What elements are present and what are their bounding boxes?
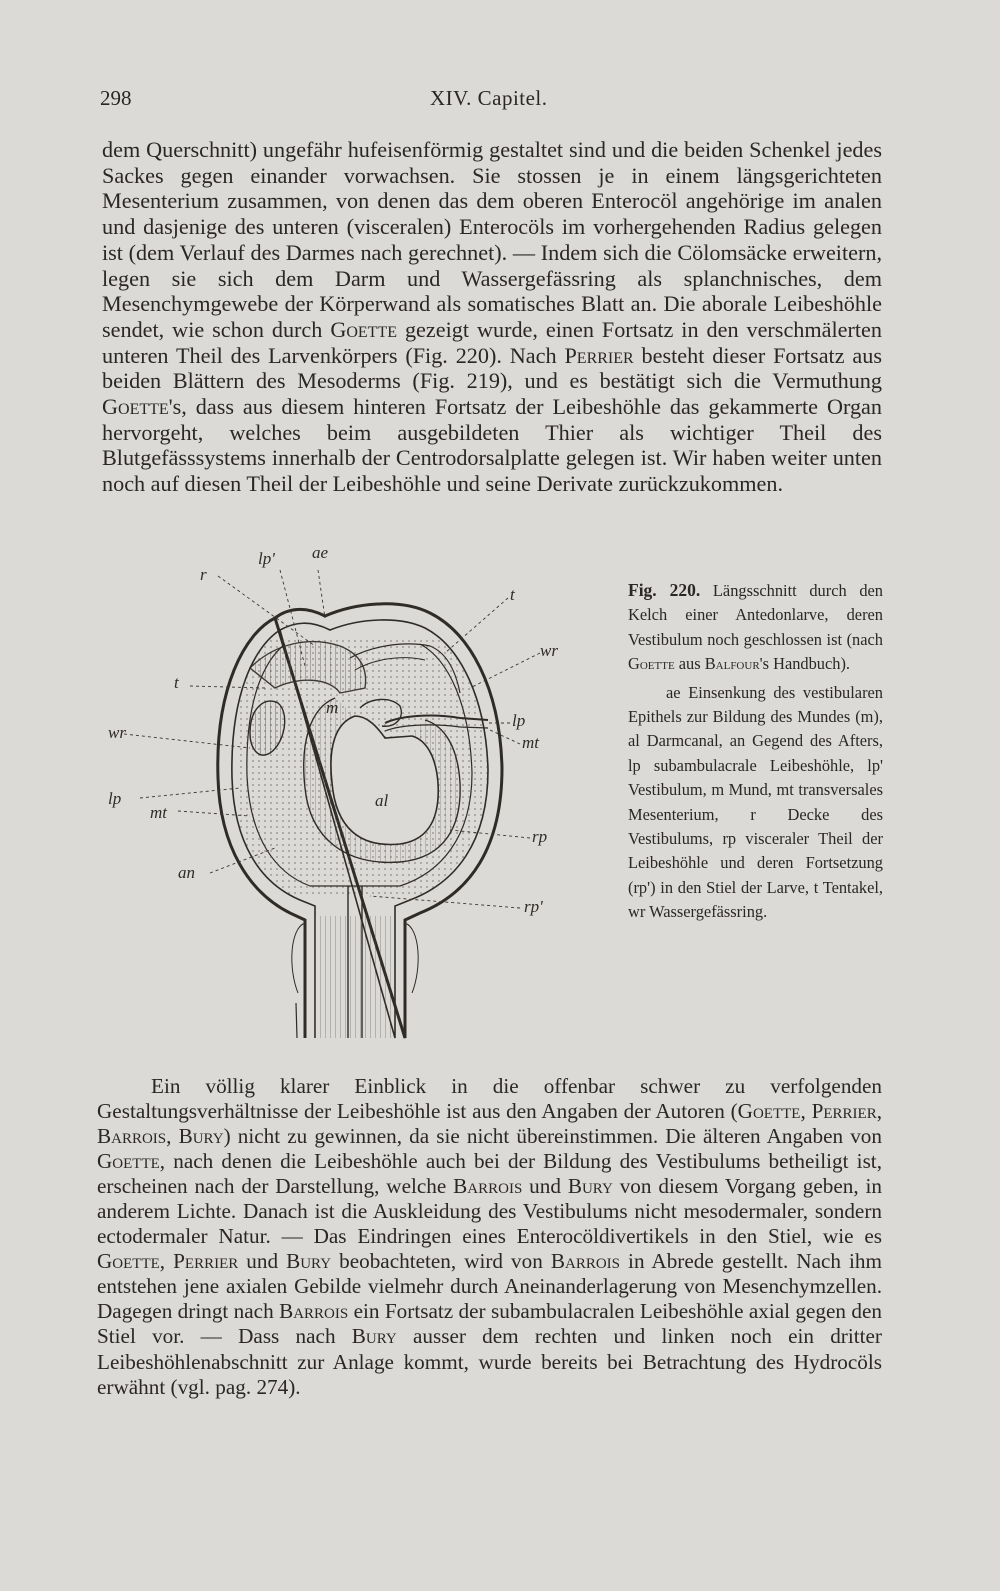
author-name: Perrier — [564, 342, 634, 368]
author-name: Bury — [178, 1124, 224, 1149]
author-name: Goette — [102, 394, 169, 420]
author-name: Barrois — [279, 1299, 349, 1324]
label-lp-prime: lp' — [258, 549, 275, 568]
text-run: , — [876, 1099, 882, 1124]
author-name: Goette — [97, 1149, 160, 1174]
text-run: beobachteten, wird von — [331, 1249, 551, 1274]
author-name: Balfour — [704, 654, 760, 674]
running-head: XIV. Capitel. — [430, 86, 548, 110]
author-name: Barrois — [550, 1249, 621, 1274]
author-name: Bury — [351, 1324, 397, 1349]
figure-legend: ae Einsenkung des vestibularen Epithels zur Bildung des Mundes (m), al Darmcanal, an Gegend des Afters, lp subambulacrale Leibeshöhle, lp' Vestibulum, m Mund, mt transversales Mesenterium, r Decke des Vestibulums, rp visceraler Theil der Leibeshöhle und deren Fortsetzung (rp') in den Stiel der Larve, t Tentakel, wr Wassergefässring. — [628, 682, 883, 922]
text-run: 's, dass aus diesem hinteren Fortsatz der Leibeshöhle das gekammerte Organ hervorgeht, welches beim ausgebildeten Thier als wichtiger Theil des Blutgefässsystems innerhalb der Centrodorsalplatte gelegen ist. Wir haben weiter unten noch auf diesen Theil der Leibeshöhle und seine Derivate zurückzukommen. — [102, 394, 882, 497]
label-wr-left: wr — [108, 723, 126, 742]
body-paragraph-1 — [102, 137, 882, 497]
figure-caption-block — [628, 578, 883, 925]
author-name: Barrois — [453, 1174, 523, 1199]
label-lp-right: lp — [512, 711, 526, 730]
author-name: Barrois — [97, 1124, 167, 1149]
text-run: , — [800, 1099, 812, 1124]
page-header — [100, 86, 880, 116]
text-run: , — [159, 1249, 174, 1274]
label-mt-right: mt — [522, 733, 539, 752]
author-name: Bury — [567, 1174, 613, 1199]
text-run: ein Fortsatz der subambulacralen Leibeshöhle axial gegen den Stiel vor. — Dass nach — [97, 1299, 882, 1349]
label-ae: ae — [312, 548, 329, 562]
label-al: al — [375, 791, 389, 810]
author-name: Goette — [628, 654, 675, 674]
text-run: Längsschnitt durch den Kelch einer Antedonlarve, deren Vestibulum noch geschlossen ist (nach — [628, 581, 883, 649]
label-t-left: t — [174, 673, 179, 692]
text-run: ausser dem rechten und linken noch ein dritter Leibeshöhlenabschnitt zur Anlage kommt, wurde bereits bei Betrachtung des Hydrocöls erwähnt (vgl. pag. 274). — [97, 1324, 882, 1399]
body-paragraph-2 — [97, 1074, 882, 1400]
label-rp: rp — [532, 827, 548, 846]
label-r: r — [200, 565, 207, 584]
label-mt-left: mt — [150, 803, 167, 822]
text-run: Ein völlig klarer Einblick in die offenbar schwer zu verfolgenden Gestaltungsverhältnisse der Leibeshöhle ist aus den Angaben der Autoren ( — [97, 1074, 882, 1124]
text-run: 's Handbuch). — [759, 654, 851, 674]
label-m: m — [326, 698, 339, 717]
author-name: Goette — [737, 1099, 801, 1124]
figure-220-illustration — [100, 548, 620, 1048]
text-run: aus — [674, 654, 705, 674]
larva-section-drawing — [100, 548, 620, 1048]
text-run: und — [522, 1174, 568, 1199]
text-run: dem Querschnitt) ungefähr hufeisenförmig gestaltet sind und die beiden Schenkel jedes Sackes gegen einander vorwachsen. Sie stossen je in einem längsgerichteten Mesenterium zusammen, von denen das dem oberen Enterocöl angehörige im analen und dasjenige des unteren (visceralen) Enterocöls im vorhergehenden Radius gelegen ist (dem Verlauf des Darmes nach gerechnet). — Indem sich die Cölomsäcke erweitern, legen sie sich dem Darm und Wassergefässring als splanchnisches, dem Mesenchymgewebe der Körperwand als somatisches Blatt an. Die aborale Leibeshöhle sendet, wie schon durch — [102, 137, 882, 342]
text-run: , — [166, 1124, 179, 1149]
label-lp-left: lp — [108, 789, 122, 808]
text-run: gezeigt wurde, einen Fortsatz in den verschmälerten unteren Theil des Larvenkörpers (Fig. 220). Nach — [102, 316, 882, 368]
label-t-right: t — [510, 585, 515, 604]
figure-caption — [628, 578, 883, 677]
figure-label: Fig. 220. — [628, 580, 701, 600]
author-name: Goette — [330, 316, 397, 342]
text-run: in Abrede gestellt. Nach ihm entstehen jene axialen Gebilde vielmehr durch Aneinanderlagerung von Mesenchymzellen. Dagegen dringt nach — [97, 1249, 882, 1324]
text-run: besteht dieser Fortsatz aus beiden Blättern des Mesoderms (Fig. 219), und es bestätigt sich die Vermuthung — [102, 342, 882, 394]
text-run: von diesem Vorgang geben, in anderem Lichte. Danach ist die Auskleidung des Vestibulums nicht mesodermaler, sondern ectodermaler Natur. — Das Eindringen eines Enterocöldivertikels in den Stiel, wie es — [97, 1174, 882, 1249]
text-run: , nach denen die Leibeshöhle auch bei der Bildung des Vestibulums betheiligt ist, erscheinen nach der Darstellung, welche — [97, 1149, 882, 1199]
label-an: an — [178, 863, 195, 882]
author-name: Perrier — [811, 1099, 877, 1124]
label-wr-right: wr — [540, 641, 558, 660]
author-name: Bury — [286, 1249, 332, 1274]
label-rp-prime: rp' — [524, 897, 543, 916]
page-number: 298 — [100, 86, 132, 110]
text-run: und — [238, 1249, 287, 1274]
author-name: Perrier — [173, 1249, 239, 1274]
text-run: ) nicht zu gewinnen, da sie nicht übereinstimmen. Die älteren Angaben von — [223, 1124, 882, 1149]
author-name: Goette — [97, 1249, 160, 1274]
